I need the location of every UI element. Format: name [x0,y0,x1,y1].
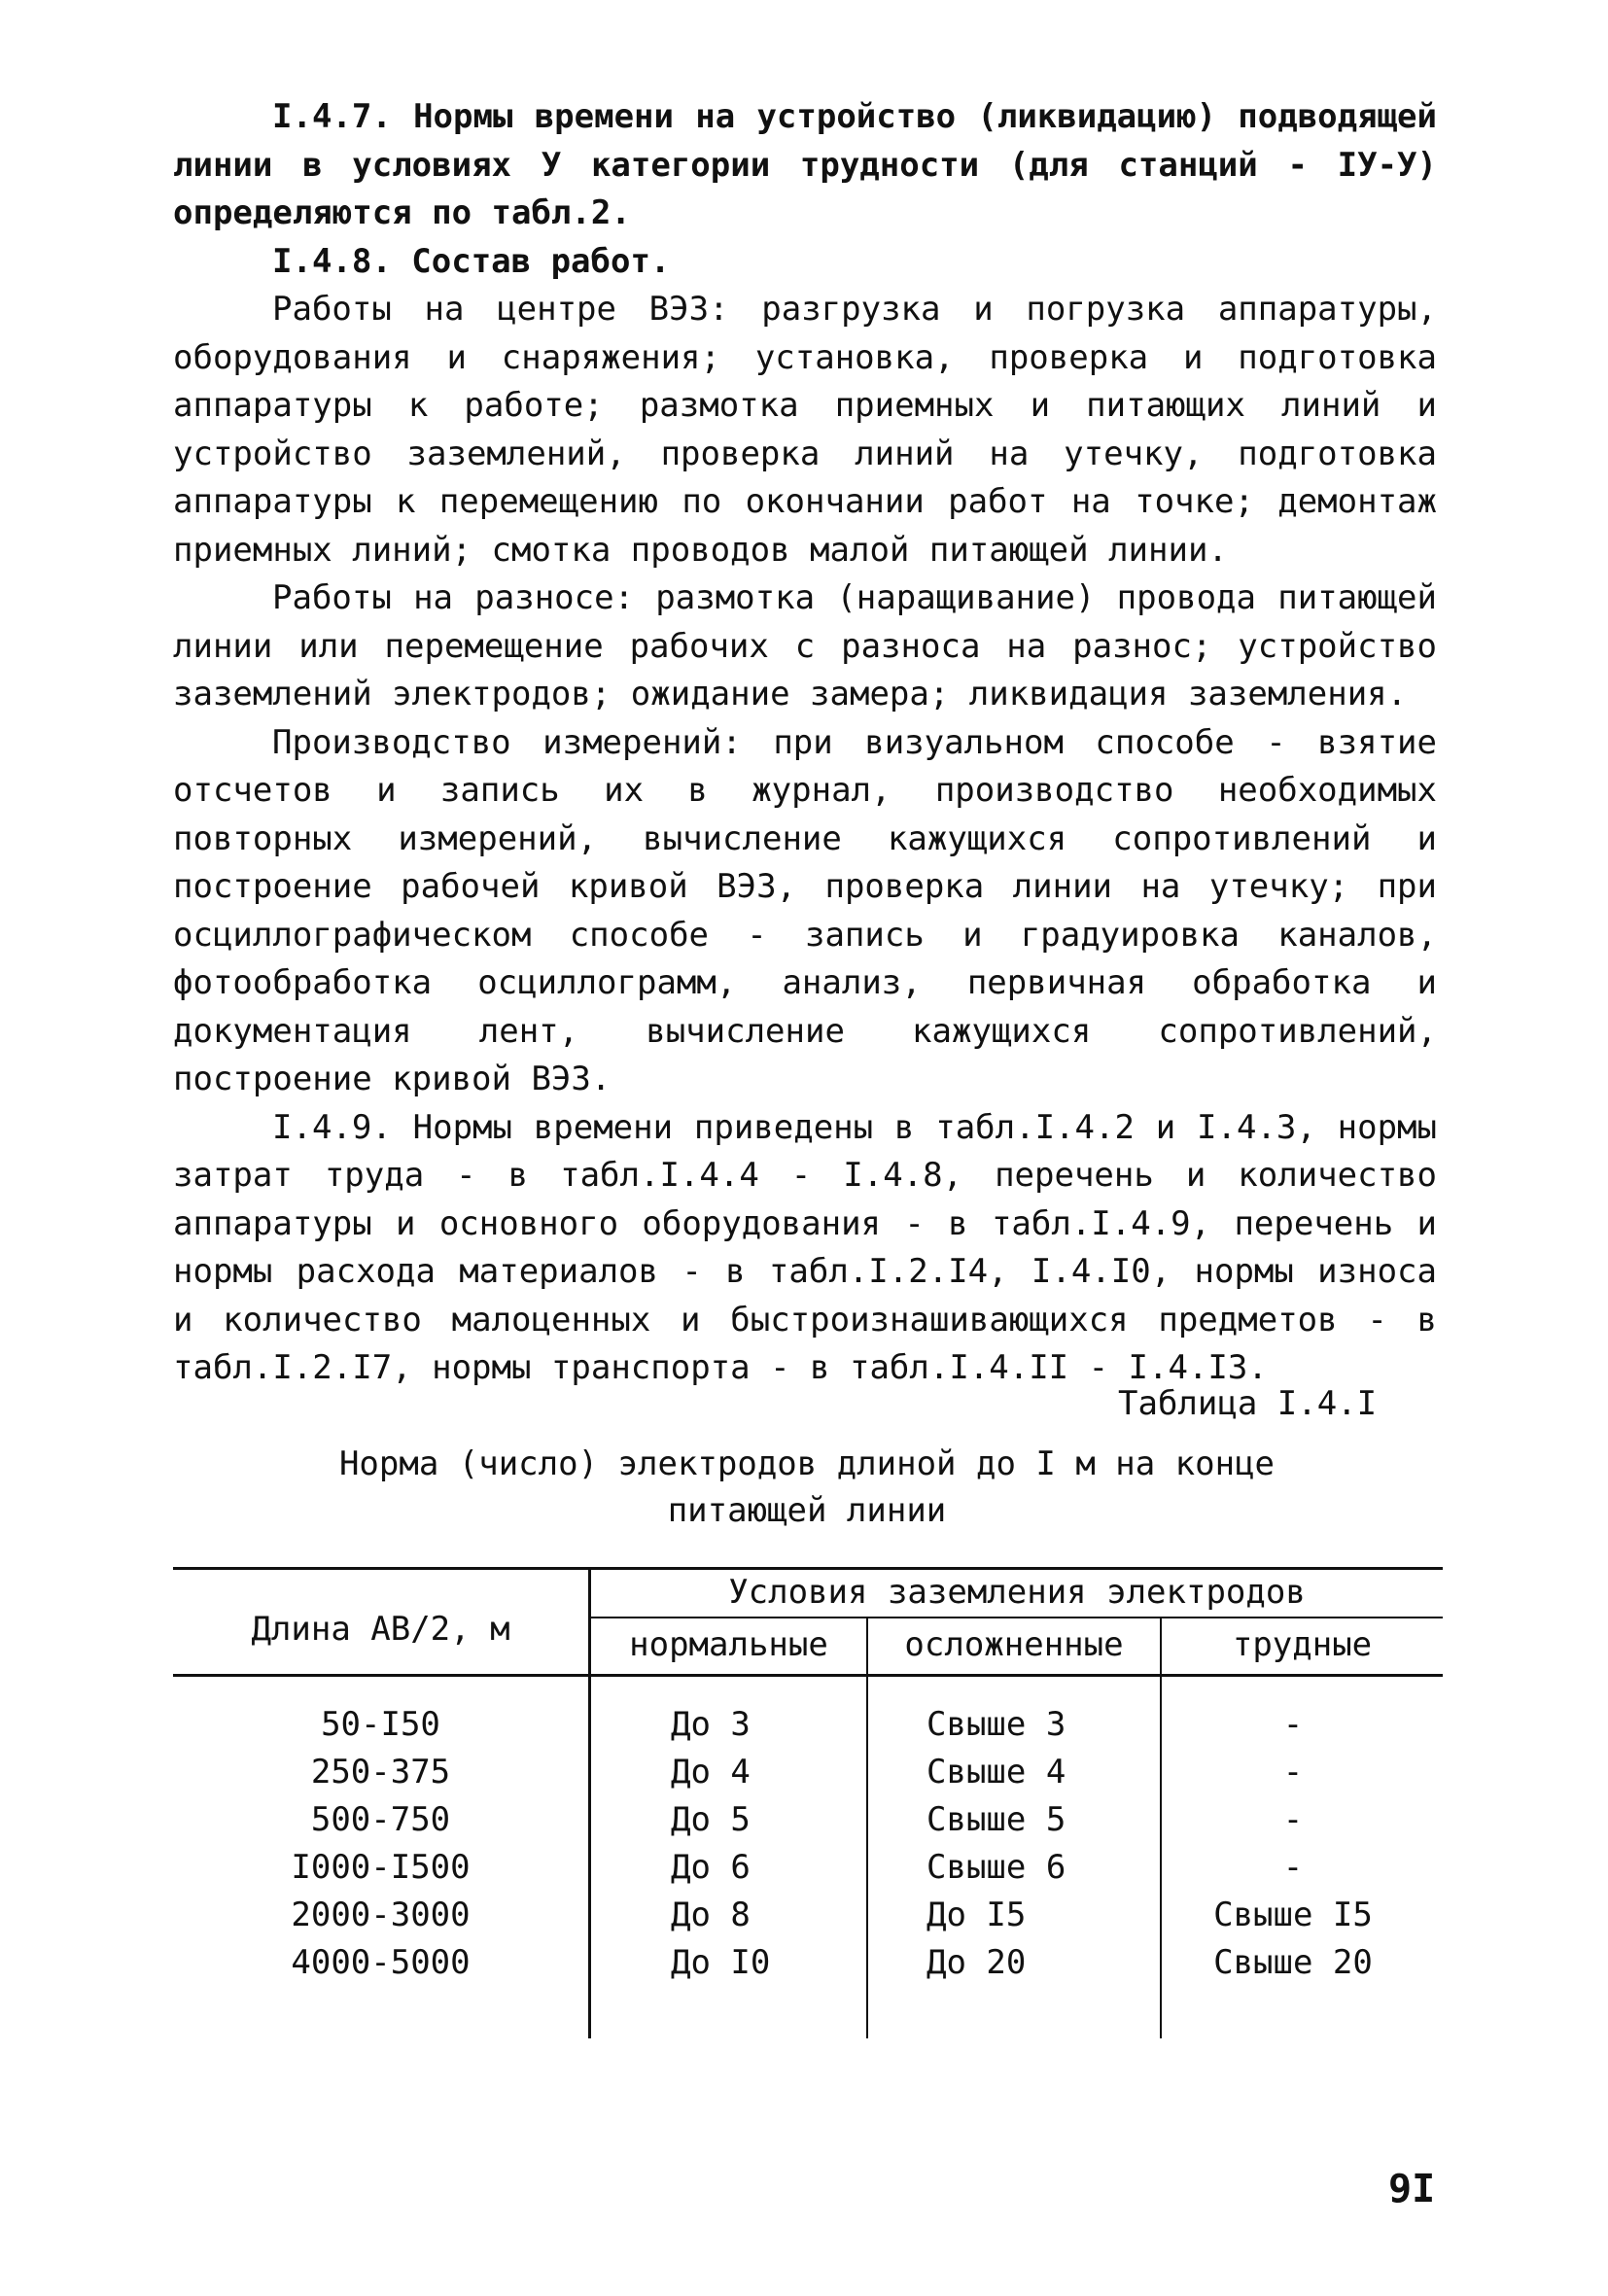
table-cell-length: 4000-5000 [291,1943,471,1982]
table-cell-complicated: Свыше 5 [926,1800,1066,1839]
table-header-bottom-rule [173,1674,1443,1677]
table-cell-difficult: - [1282,1753,1304,1792]
paragraph-1-4-7: I.4.7. Нормы времени на устройство (ликвидацию) подводящей линии в условиях У категории трудности (для станций - IУ-У) определяются по табл.2. [173,97,1437,232]
header-normal: нормальные [629,1625,828,1664]
body-text [173,93,1437,1393]
table-cell-complicated: До I5 [926,1896,1027,1934]
table-title [175,1441,1439,1534]
table-cell-length: 2000-3000 [291,1896,471,1934]
table-cell-complicated: До 20 [926,1943,1027,1982]
table-cell-difficult: Свыше I5 [1213,1896,1373,1934]
table-cell-difficult: Свыше 20 [1213,1943,1373,1982]
table-number: Таблица I.4.I [1118,1384,1378,1423]
paragraph-1-4-8: I.4.8. Состав работ. [272,241,671,281]
page-number: 9I [1388,2167,1436,2211]
header-grounding-conditions: Условия заземления электродов [728,1573,1306,1612]
paragraph-1-4-9: I.4.9. Нормы времени приведены в табл.I.4.2 и I.4.3, нормы затрат труда - в табл.I.4.4 - I.4.8, перечень и количество аппаратуры и основного оборудования - в табл.I.4.9, перечень и нормы расхода материалов - в табл.I.2.I4, I.4.I0, нормы износа и количество малоценных и быстроизнашивающихся предметов - в табл.I.2.I7, нормы транспорта - в табл.I.4.II - I.4.I3. [173,1107,1437,1387]
table-cell-difficult: - [1282,1800,1304,1839]
table-group-rule [589,1617,1443,1618]
paragraph-spacing-works: Работы на разносе: размотка (наращивание) провода питающей линии или перемещение рабочих с разноса на разнос; устройство заземлений электродов; ожидание замера; ликвидация заземления. [173,578,1437,713]
table-cell-length: I000-I500 [291,1848,471,1887]
header-length: Длина АВ/2, м [251,1610,510,1649]
header-complicated: осложненные [904,1625,1124,1664]
table-cell-difficult: - [1282,1848,1304,1887]
table-cell-normal: До 8 [671,1896,751,1934]
table-cell-normal: До I0 [671,1943,771,1982]
table-cell-length: 50-I50 [321,1705,440,1744]
table-cell-complicated: Свыше 4 [926,1753,1066,1792]
paragraph-measurements: Производство измерений: при визуальном способе - взятие отсчетов и запись их в журнал, производство необходимых повторных измерений, вычисление кажущихся сопротивлений и построение рабочей кривой ВЭЗ, проверка линии на утечку; при осциллографическом способе - запись и градуировка каналов, фотообработка осциллограмм, анализ, первичная обработка и документация лент, вычисление кажущихся сопротивлений, построение кривой ВЭЗ. [173,722,1437,1098]
paragraph-center-works: Работы на центре ВЭЗ: разгрузка и погрузка аппаратуры, оборудования и снаряжения; установка, проверка и подготовка аппаратуры к работе; размотка приемных и питающих линий и устройство заземлений, проверка линий на утечку, подготовка аппаратуры к перемещению по окончании работ на точке; демонтаж приемных линий; смотка проводов малой питающей линии. [173,290,1437,570]
table-column-divider-2 [866,1618,868,2038]
table-cell-complicated: Свыше 3 [926,1705,1066,1744]
header-difficult: трудные [1232,1625,1373,1664]
table-top-rule [173,1567,1443,1570]
table-title-line-1: Норма (число) электродов длиной до I м на конце [338,1444,1276,1483]
table-title-line-2: питающей линии [667,1491,947,1530]
table-cell-normal: До 6 [671,1848,751,1887]
table-cell-length: 250-375 [310,1753,451,1792]
table-cell-normal: До 4 [671,1753,751,1792]
table-cell-complicated: Свыше 6 [926,1848,1066,1887]
table-column-divider-3 [1160,1618,1162,2038]
table-cell-normal: До 3 [671,1705,751,1744]
table-cell-length: 500-750 [310,1800,451,1839]
table-cell-normal: До 5 [671,1800,751,1839]
table-cell-difficult: - [1282,1705,1304,1744]
